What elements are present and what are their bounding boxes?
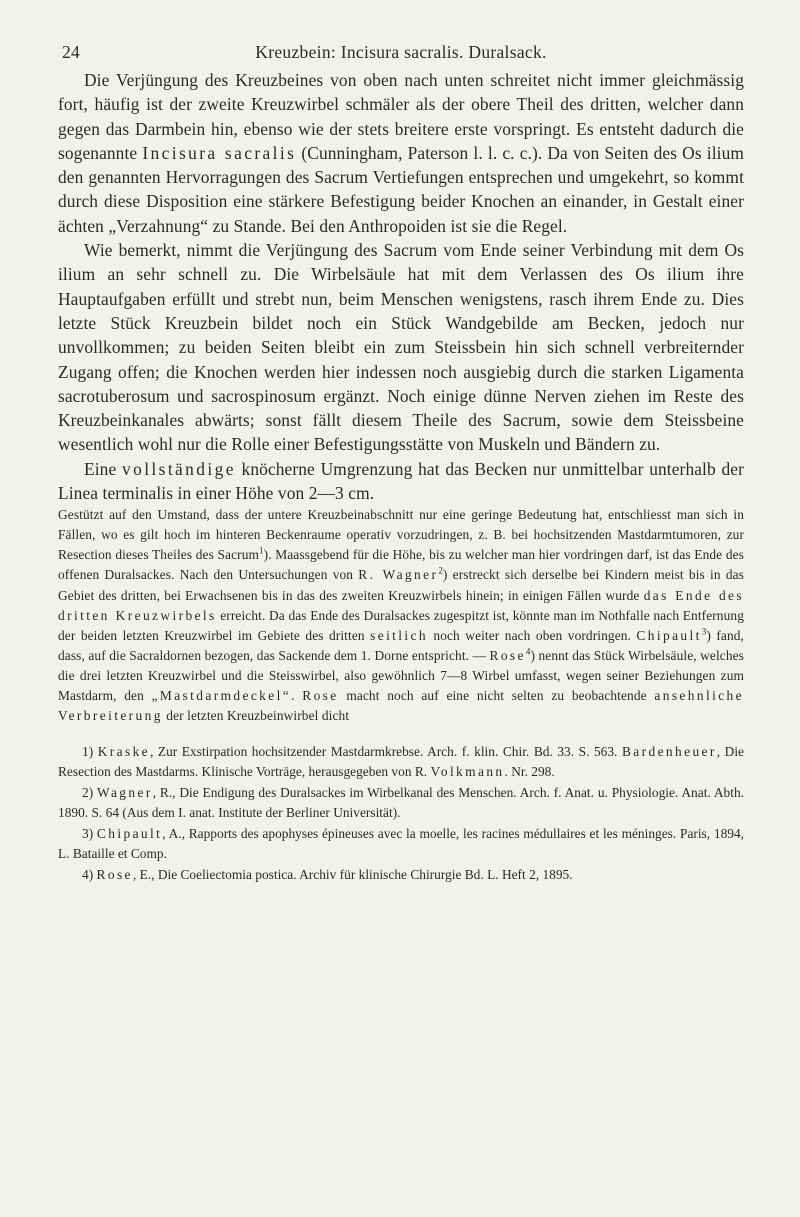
page-number: 24 — [62, 42, 81, 62]
author-name: Wagner — [97, 784, 153, 800]
footnote-ref: 4 — [525, 646, 531, 657]
emphasis-term: seitlich — [370, 627, 428, 643]
footnote: 3) Chipault, A., Rapports des apophyses épineuses avec la moelle, les racines médullaires et les méninges. Paris, 1894, L. Bataille et Comp. — [58, 825, 745, 862]
emphasis-term: „Mastdarmdeckel“ — [151, 687, 292, 703]
footnote-ref: 1 — [259, 545, 264, 556]
author-name: Chipault — [96, 825, 163, 841]
author-name: Rose — [489, 647, 526, 663]
emphasis-term: das Ende des dritten Kreuzwirbels — [58, 587, 744, 623]
author-name: Rose — [302, 687, 339, 703]
footnote-separator — [58, 726, 744, 742]
main-text — [58, 68, 744, 505]
footnote: 4) Rose, E., Die Coeliectomia postica. Archiv für klinische Chirurgie Bd. L. Heft 2, 1895. — [82, 866, 573, 882]
paragraph-verjuengung: Wie bemerkt, nimmt die Verjüngung des Sacrum vom Ende seiner Verbindung mit dem Os ilium an sehr schnell zu. Die Wirbelsäule hat mit dem Verlassen des Os ilium ihre Hauptaufgaben erfüllt und strebt nun, beim Menschen wenigstens, rasch ihrem Ende zu. Dies letzte Stück Kreuzbein bildet noch ein Stück Wandgebilde am Becken, jedoch nur unvollkommen; zu beiden Seiten bleibt ein zum Steissbein hin sich schnell verbreiternder Zugang offen; die Knochen werden hier indessen noch ausgiebig durch die starken Ligamenta sacrotuberosum und sacrospinosum ergänzt. Noch einige dünne Nerven ziehen im Reste des Kreuzbeinkanales abwärts; sonst fällt diesem Theile des Sacrum, sowie dem Steissbeine wesentlich wohl nur die Rolle einer Befestigungsstätte von Muskeln und Bändern zu. — [58, 240, 744, 455]
paragraph-umgrenzung: Eine vollständige knöcherne Umgrenzung hat das Becken nur unmittelbar unterhalb der Linea terminalis in einer Höhe von 2—3 cm. — [58, 458, 745, 504]
emphasis-term: vollständige — [122, 458, 236, 479]
author-name: Chipault — [636, 627, 702, 643]
footnote-ref: 3 — [701, 626, 707, 637]
author-name: Rose — [96, 866, 133, 882]
author-name: Kraske — [97, 743, 151, 759]
footnote: 1) Kraske, Zur Exstirpation hochsitzender Mastdarmkrebse. Arch. f. klin. Chir. Bd. 33. S. 563. Bardenheuer, Die Resection des Mastdarms. Klinische Vorträge, herausgegeben von R. Volkmann. Nr. 298. — [58, 743, 744, 780]
running-title: Kreuzbein: Incisura sacralis. Duralsack. — [255, 42, 547, 62]
author-name: Volkmann — [430, 764, 505, 780]
emphasis-term: ansehnliche Verbreiterung — [58, 687, 744, 723]
footnotes — [58, 742, 744, 886]
author-name: Bardenheuer — [621, 743, 717, 759]
footnote-ref: 2 — [438, 566, 443, 577]
paragraph-incisura: Die Verjüngung des Kreuzbeines von oben nach unten schreitet nicht immer gleichmässig fort, häufig ist der zweite Kreuzwirbel schmäler als der obere Theil des dritten, welcher dann gegen das Darmbein hin, ebenso wie der stets breitere erste vorspringt. Es entsteht dadurch die sogenannte Incisura sacralis (Cunningham, Paterson l. l. c. c.). Da von Seiten des Os ilium den genannten Hervorragungen des Sacrum Vertiefungen entsprechen und umgekehrt, so kommt durch diese Disposition eine stärkere Befestigung beider Knochen an einander, in Gestalt einer ächten „Verzahnung“ zu Stande. Bei den Anthropoiden ist sie die Regel. — [58, 70, 744, 236]
footnote: 2) Wagner, R., Die Endigung des Duralsackes im Wirbelkanal des Menschen. Arch. f. Anat. u. Physiologie. Anat. Abth. 1890. S. 64 (Aus dem I. anat. Institute der Berliner Universität). — [58, 784, 744, 821]
author-name: R. Wagner — [358, 567, 439, 583]
emphasis-term: Incisura sacralis — [142, 142, 297, 163]
page-header — [58, 38, 744, 68]
small-print-paragraph: Gestützt auf den Umstand, dass der untere Kreuzbeinabschnitt nur eine geringe Bedeutung hat, entschliesst man sich in Fällen, wo es gilt hoch im hinteren Beckenraume operativ vorzudringen, z. B. bei hochsitzenden Mastdarmtumoren, zur Resection dieses Theiles des Sacrum$^1$). Maassgebend für die Höhe, bis zu welcher man hier vordringen darf, ist das Ende des offenen Duralsackes. Nach den Untersuchungen von R. Wagner$^2$) erstreckt sich derselbe bei Kindern meist bis in das Gebiet des dritten, bei Erwachsenen bis in das des zweiten Kreuzwirbels hinein; in einigen Fällen wurde das Ende des dritten Kreuzwirbels erreicht. Da das Ende des Duralsackes zugespitzt ist, könnte man im Nothfalle nach Entfernung der beiden letzten Kreuzwirbel im Gebiete des dritten seitlich noch weiter nach oben vordringen. Chipault$^3$) fand, dass, auf die Sacraldornen bezogen, das Sackende dem 1. Dorne entspricht. — Rose$^4$) nennt das Stück Wirbelsäule, welches die drei letzten Kreuzwirbel und die Steisswirbel, also gewöhnlich 7—8 Wirbel umfasst, wegen seiner Beziehungen zum Mastdarm, den „Mastdarmdeckel“. Rose macht noch auf eine nicht selten zu beobachtende ansehnliche Verbreiterung der letzten Kreuzbeinwirbel dicht — [58, 507, 744, 723]
